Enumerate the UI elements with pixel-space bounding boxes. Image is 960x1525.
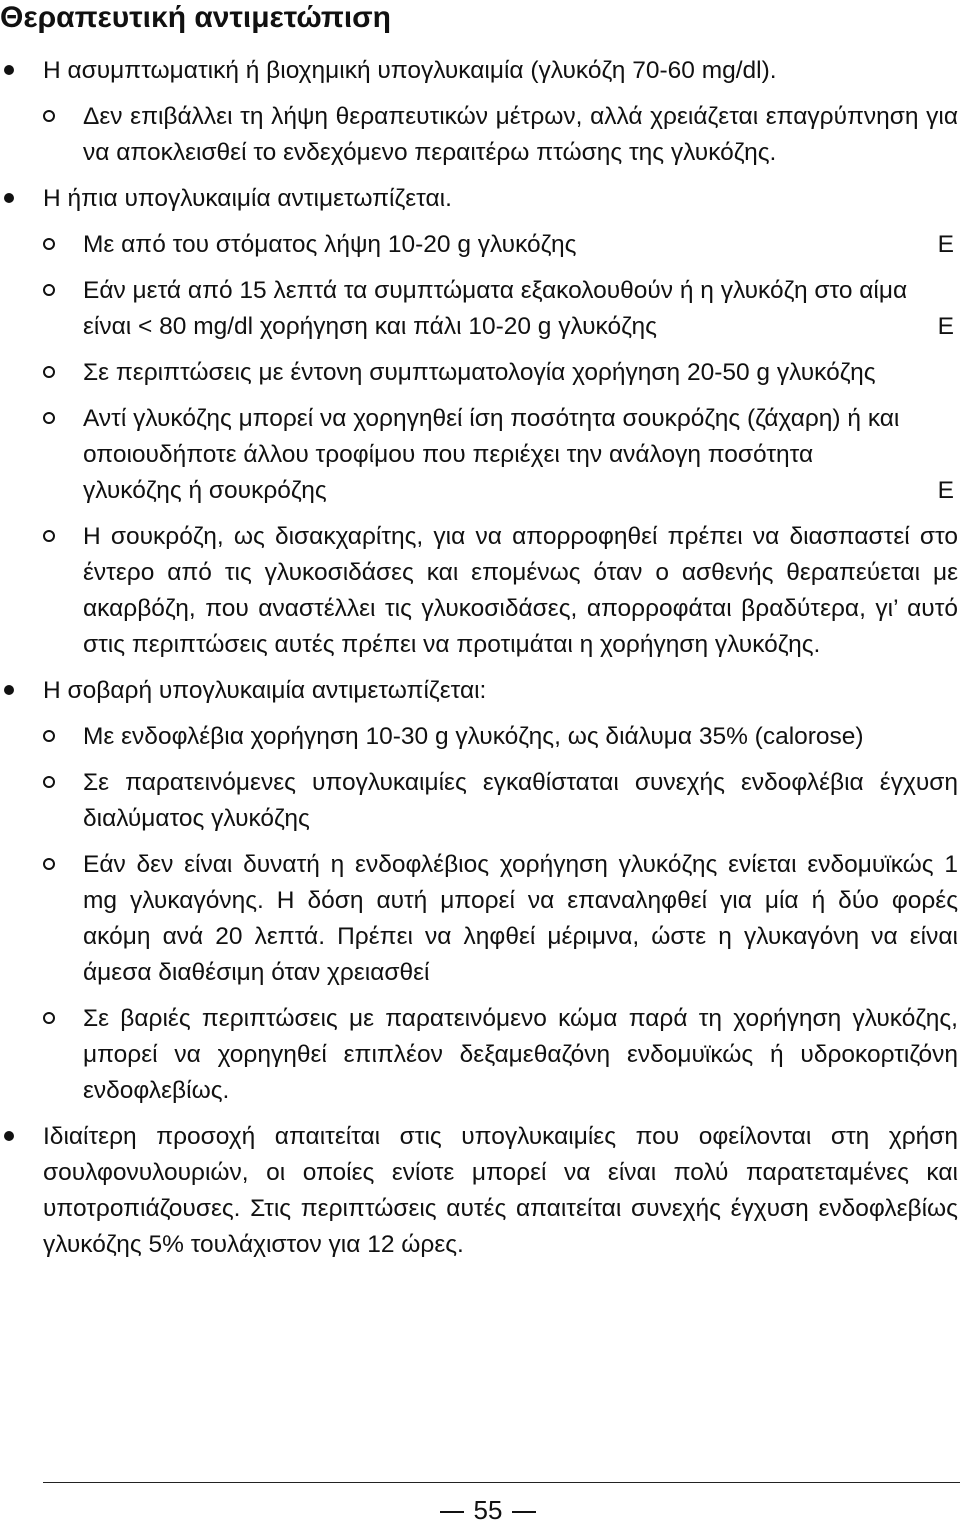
bullet-circle-icon xyxy=(43,284,55,296)
bullet-circle-icon xyxy=(43,1012,55,1024)
sub-bullet-item xyxy=(0,355,958,391)
item-text: Δεν επιβάλλει τη λήψη θεραπευτικών μέτρων, αλλά χρειάζεται επαγρύπνηση για να αποκλεισθεί το ενδεχόμενο περαιτέρω πτώσης της γλυκόζης. xyxy=(83,103,958,166)
item-text: Αντί γλυκόζης μπορεί να χορηγηθεί ίση ποσότητα σουκρόζης (ζάχαρη) ή και οποιουδήποτε άλλου τροφίμου που περιέχει την ανάλογη ποσότητα γλυκόζης ή σουκρόζης xyxy=(83,405,900,504)
sub-bullet-item xyxy=(0,227,958,263)
page-number-container xyxy=(0,1495,960,1525)
page-title: Θεραπευτική αντιμετώπιση xyxy=(0,1,392,34)
item-text: Η σοβαρή υπογλυκαιμία αντιμετωπίζεται: xyxy=(43,677,487,704)
evidence-grade: Ε xyxy=(937,231,954,258)
evidence-grade: Ε xyxy=(937,477,954,504)
item-text: Με ενδοφλέβια χορήγηση 10-30 g γλυκόζης, ως διάλυμα 35% (calorose) xyxy=(83,723,864,750)
bullet-circle-icon xyxy=(43,412,55,424)
bullet-item xyxy=(0,181,958,217)
item-text: Η σουκρόζη, ως δισακχαρίτης, για να απορροφηθεί πρέπει να διασπαστεί στο έντερο από τις γλυκοσιδάσες και επομένως όταν ο ασθενής θεραπεύεται με ακαρβόζη, που αναστέλλει τις γλυκοσιδάσες, απορροφάται βραδύτερα, γι’ αυτό στις περιπτώσεις αυτές πρέπει να προτιμάται η χορήγηση γλυκόζης. xyxy=(83,523,958,658)
dash-right xyxy=(512,1511,536,1513)
evidence-grade: Ε xyxy=(937,313,954,340)
item-text: Με από του στόματος λήψη 10-20 g γλυκόζης xyxy=(83,231,577,258)
sub-bullet-item xyxy=(0,99,958,171)
item-text: Εάν δεν είναι δυνατή η ενδοφλέβιος χορήγηση γλυκόζης ενίεται ενδομυϊκώς 1 mg γλυκαγόνης. Η δόση αυτή μπορεί να επαναληφθεί για μία ή δύο φορές ακόμη ανά 20 λεπτά. Πρέπει να ληφθεί μέριμνα, ώστε η γλυκαγόνη να είναι άμεσα διαθέσιμη όταν χρειασθεί xyxy=(83,851,958,986)
footer-divider xyxy=(43,1482,960,1483)
sub-bullet-item xyxy=(0,273,958,345)
treatment-list xyxy=(0,53,958,1273)
sub-bullet-item xyxy=(0,719,958,755)
bullet-circle-icon xyxy=(43,730,55,742)
sub-bullet-item xyxy=(0,401,958,509)
item-text: Σε παρατεινόμενες υπογλυκαιμίες εγκαθίσταται συνεχής ενδοφλέβια έγχυση διαλύματος γλυκόζης xyxy=(83,769,958,832)
item-text: Εάν μετά από 15 λεπτά τα συμπτώματα εξακολουθούν ή η γλυκόζη στο αίμα είναι < 80 mg/dl χορήγηση και πάλι 10-20 g γλυκόζης xyxy=(83,277,908,340)
bullet-circle-icon xyxy=(43,530,55,542)
bullet-dot-icon xyxy=(4,193,14,203)
dash-left xyxy=(440,1511,464,1513)
item-text: Ιδιαίτερη προσοχή απαιτείται στις υπογλυκαιμίες που οφείλονται στη χρήση σουλφονυλουριών, οι οποίες ενίοτε μπορεί να είναι πολύ παρατεταμένες και υποτροπιάζουσες. Στις περιπτώσεις αυτές απαιτείται συνεχής έγχυση ενδοφλεβίως γλυκόζης 5% τουλάχιστον για 12 ώρες. xyxy=(43,1123,958,1258)
bullet-item xyxy=(0,1119,958,1263)
bullet-circle-icon xyxy=(43,858,55,870)
sub-bullet-item xyxy=(0,765,958,837)
bullet-item xyxy=(0,53,958,89)
bullet-circle-icon xyxy=(43,110,55,122)
bullet-dot-icon xyxy=(4,65,14,75)
bullet-dot-icon xyxy=(4,1131,14,1141)
item-text: Σε περιπτώσεις με έντονη συμπτωματολογία χορήγηση 20-50 g γλυκόζης xyxy=(83,359,876,386)
bullet-circle-icon xyxy=(43,776,55,788)
bullet-item xyxy=(0,673,958,709)
item-text: Η ήπια υπογλυκαιμία αντιμετωπίζεται. xyxy=(43,185,452,212)
sub-bullet-item xyxy=(0,1001,958,1109)
page-number: 55 xyxy=(473,1495,503,1525)
item-text: Σε βαριές περιπτώσεις με παρατεινόμενο κώμα παρά τη χορήγηση γλυκόζης, μπορεί να χορηγηθεί επιπλέον δεξαμεθαζόνη ενδομυϊκώς ή υδροκορτιζόνη ενδοφλεβίως. xyxy=(83,1005,958,1104)
sub-bullet-item xyxy=(0,519,958,663)
bullet-circle-icon xyxy=(43,366,55,378)
bullet-circle-icon xyxy=(43,238,55,250)
sub-bullet-item xyxy=(0,847,958,991)
item-text: Η ασυμπτωματική ή βιοχημική υπογλυκαιμία (γλυκόζη 70-60 mg/dl). xyxy=(43,57,777,84)
bullet-dot-icon xyxy=(4,685,14,695)
